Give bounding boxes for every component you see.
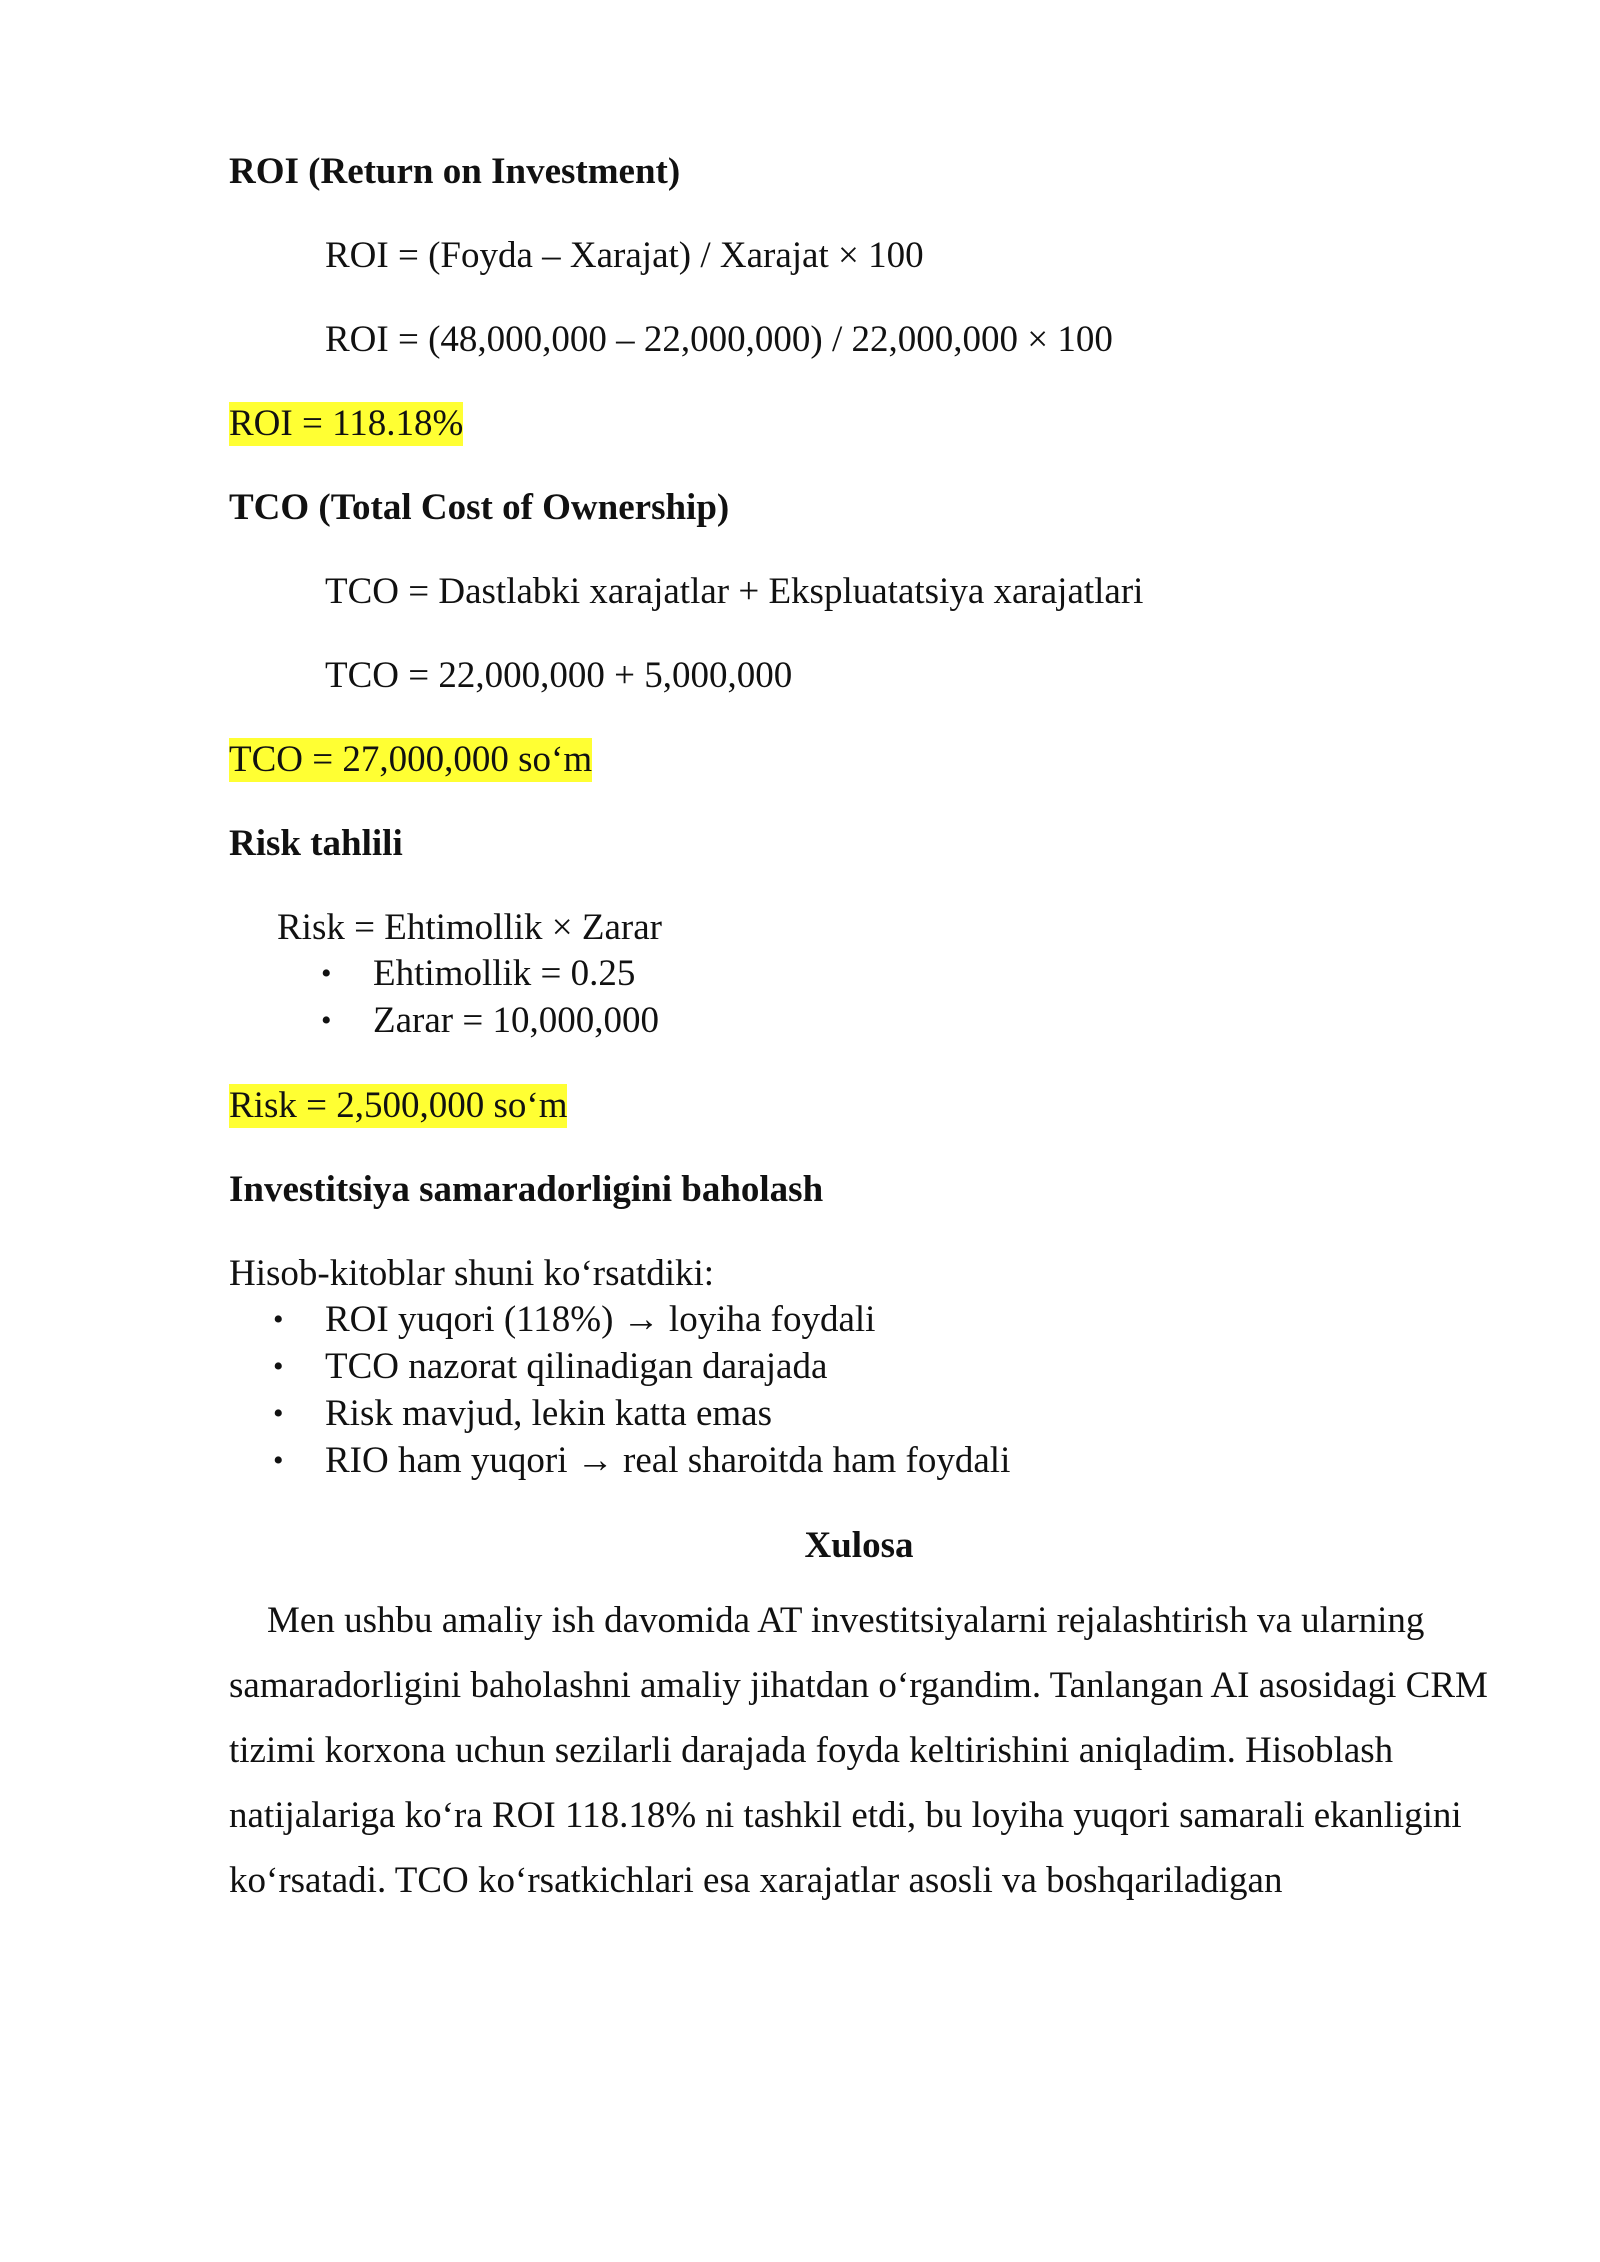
- roi-result-highlight: ROI = 118.18%: [229, 403, 464, 444]
- list-item: • Risk mavjud, lekin katta emas: [229, 1390, 1489, 1437]
- bullet-icon: •: [273, 1397, 284, 1430]
- tco-substitution: TCO = 22,000,000 + 5,000,000: [325, 655, 793, 696]
- roi-heading: ROI (Return on Investment): [229, 151, 681, 192]
- list-item: • RIO ham yuqori → real sharoitda ham foydali: [229, 1437, 1489, 1484]
- bullet-icon: •: [273, 1303, 284, 1336]
- list-item: • TCO nazorat qilinadigan darajada: [229, 1343, 1489, 1390]
- roi-substitution: ROI = (48,000,000 – 22,000,000) / 22,000,000 × 100: [325, 319, 1113, 360]
- evaluation-list: [229, 1296, 1489, 1484]
- evaluation-intro: Hisob-kitoblar shuni ko‘rsatdiki:: [229, 1253, 715, 1294]
- risk-formula: Risk = Ehtimollik × Zarar: [277, 907, 662, 948]
- evaluation-heading: Investitsiya samaradorligini baholash: [229, 1169, 824, 1210]
- risk-heading: Risk tahlili: [229, 823, 403, 864]
- bullet-icon: •: [321, 1004, 332, 1037]
- conclusion-heading: Xulosa: [804, 1525, 914, 1566]
- list-item: • Zarar = 10,000,000: [229, 997, 1489, 1044]
- document-page: [229, 150, 1489, 1913]
- list-item: • ROI yuqori (118%) → loyiha foydali: [229, 1296, 1489, 1343]
- bullet-icon: •: [273, 1350, 284, 1383]
- roi-formula: ROI = (Foyda – Xarajat) / Xarajat × 100: [325, 235, 924, 276]
- tco-formula: TCO = Dastlabki xarajatlar + Ekspluatatsiya xarajatlari: [325, 571, 1144, 612]
- risk-result-highlight: Risk = 2,500,000 so‘m: [229, 1085, 568, 1126]
- tco-heading: TCO (Total Cost of Ownership): [229, 487, 730, 528]
- bullet-icon: •: [321, 957, 332, 990]
- bullet-icon: •: [273, 1444, 284, 1477]
- risk-factor-list: [229, 950, 1489, 1044]
- conclusion-paragraph: Men ushbu amaliy ish davomida AT investitsiyalarni rejalashtirish va ularning samaradorligini baholashni amaliy jihatdan o‘rgandim. Tanlangan AI asosidagi CRM tizimi korxona uchun sezilarli darajada foyda keltirishini aniqladim. Hisoblash natijalariga ko‘ra ROI 118.18% ni tashkil etdi, bu loyiha yuqori samarali ekanligini ko‘rsatadi. TCO ko‘rsatkichlari esa xarajatlar asosli va boshqariladigan: [229, 1600, 1488, 1901]
- tco-result-highlight: TCO = 27,000,000 so‘m: [229, 739, 593, 780]
- list-item: • Ehtimollik = 0.25: [229, 950, 1489, 997]
